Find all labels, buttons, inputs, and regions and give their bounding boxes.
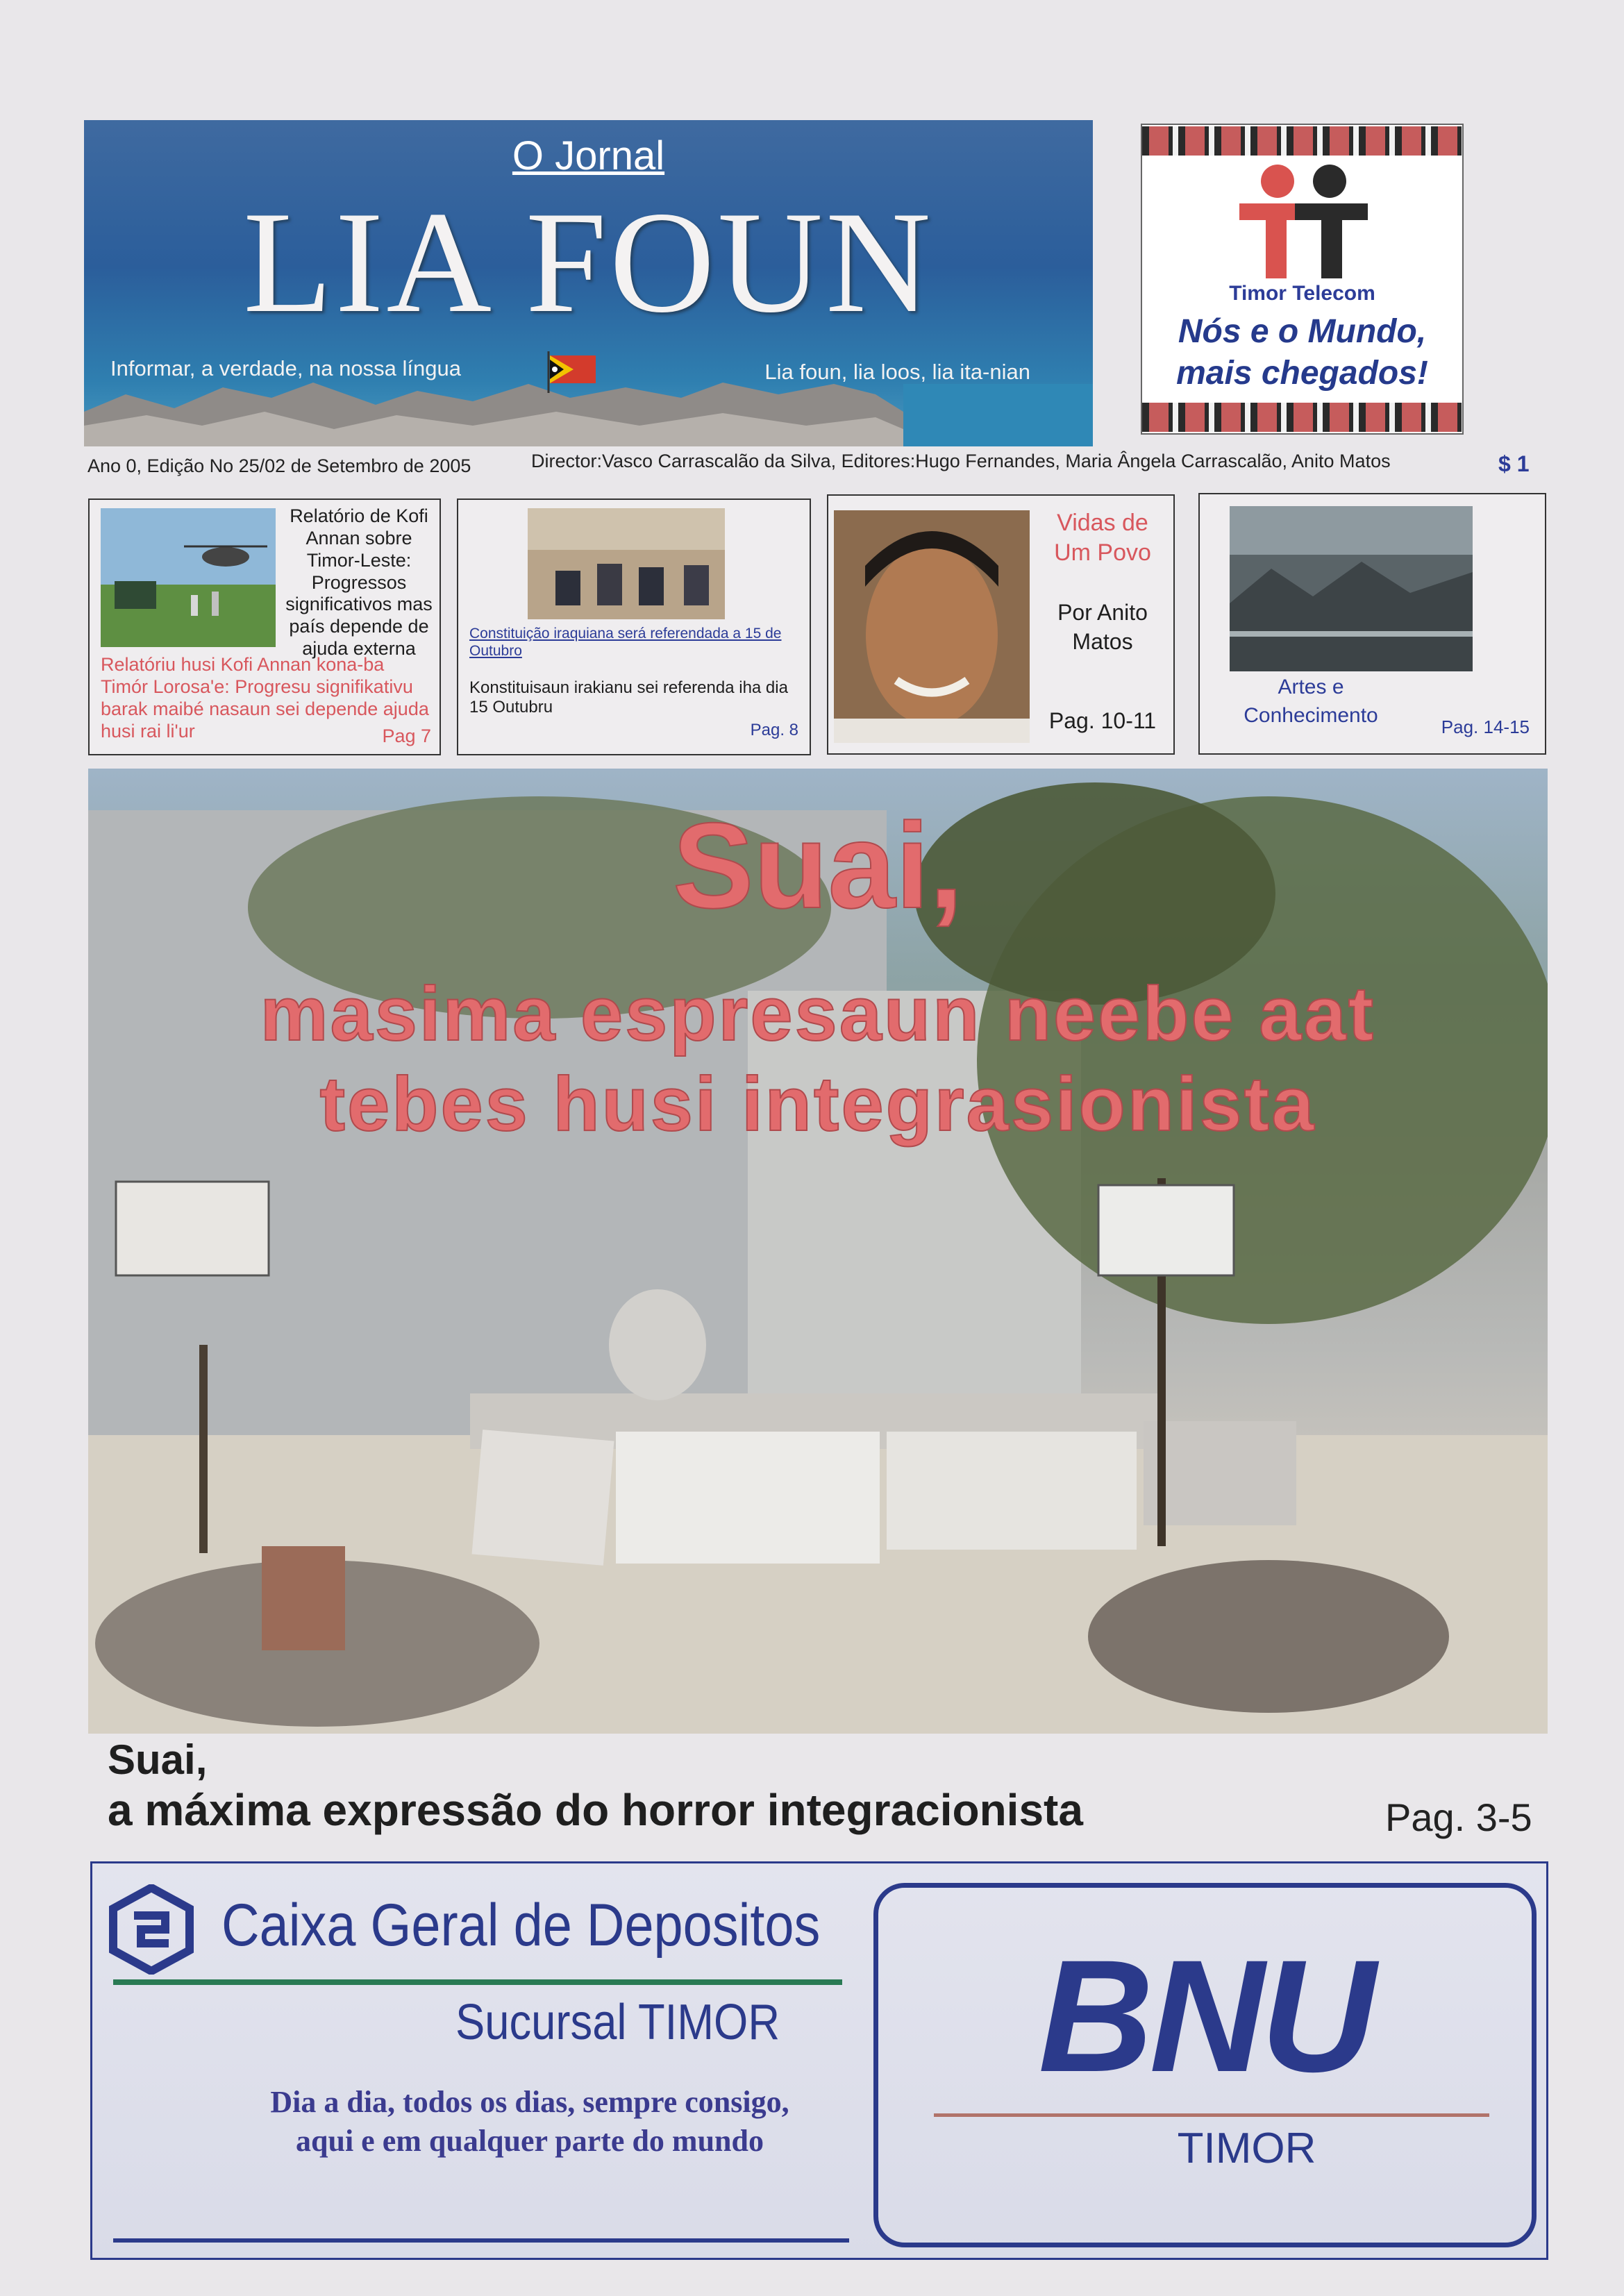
cgd-slogan-line1: Dia a dia, todos os dias, sempre consigo, — [270, 2085, 789, 2119]
teaser-vidas-title: Vidas de Um Povo — [1054, 510, 1151, 566]
teaser-artes-conhecimento[interactable] — [1198, 493, 1546, 755]
telecom-slogan-line2: mais chegados! — [1176, 355, 1428, 392]
caption-page: Pag. 3-5 — [1385, 1795, 1532, 1839]
timor-telecom-logo-icon — [1212, 163, 1392, 281]
cgd-slogan-line2: aqui e em qualquer parte do mundo — [296, 2124, 764, 2158]
timor-flag-icon — [546, 351, 601, 393]
teaser-iraq-subtitle: Konstituisaun irakianu sei referenda iha dia 15 Outubru — [469, 678, 788, 717]
masthead-tagline-right: Lia foun, lia loos, lia ita-nian — [764, 360, 1030, 384]
teaser-vidas-de-um-povo[interactable] — [827, 494, 1175, 755]
ad-border-top — [1142, 126, 1462, 156]
caption-line1: Suai, — [108, 1736, 208, 1783]
main-headline-line1: Suai, — [672, 798, 964, 934]
bnu-divider — [934, 2113, 1489, 2117]
main-story-photo — [88, 769, 1548, 1734]
teaser-artes-page: Pag. 14-15 — [1441, 717, 1530, 737]
teaser-vidas-byline: Por Anito Matos — [1057, 600, 1148, 654]
bnu-frame — [873, 1883, 1537, 2247]
telecom-slogan-line1: Nós e o Mundo, — [1178, 313, 1427, 350]
teaser-iraq-page: Pag. 8 — [750, 721, 798, 739]
masthead-title: LIA FOUN — [243, 182, 934, 343]
caption-line2: a máxima expressão do horror integracionista — [108, 1785, 1083, 1835]
teaser-kofi-title: Relatório de Kofi Annan sobre Timor-Leste: Progressos significativos mas país depende de ajuda externa — [285, 505, 433, 660]
bnu-region: TIMOR — [1177, 2125, 1316, 2172]
ad-border-bottom — [1142, 403, 1462, 432]
cgd-name: Caixa Geral de Depositos — [221, 1892, 821, 1959]
masthead-tagline-left: Informar, a verdade, na nossa língua — [110, 356, 461, 380]
edition-info: Ano 0, Edição No 25/02 de Setembro de 2005 — [87, 455, 471, 476]
timor-telecom-ad[interactable] — [1141, 124, 1464, 435]
bnu-name: BNU — [1038, 1927, 1372, 2105]
helicopter-photo — [101, 508, 276, 647]
teaser-vidas-page: Pag. 10-11 — [1048, 708, 1157, 733]
masthead-pre-title: O Jornal — [512, 133, 665, 178]
price: $ 1 — [1498, 451, 1530, 476]
teaser-kofi-annan[interactable] — [88, 498, 441, 755]
teaser-iraq-constitution[interactable] — [457, 498, 811, 755]
cgd-logo-icon — [106, 1884, 196, 1975]
main-headline-line2: masima espresaun neebe aat — [260, 971, 1376, 1057]
staff-info: Director:Vasco Carrascalão da Silva, Editores:Hugo Fernandes, Maria Ângela Carrascalão, Anito Matos — [531, 451, 1391, 471]
teaser-kofi-page: Pag 7 — [382, 726, 431, 746]
main-headline-line3: tebes husi integrasionista — [319, 1062, 1316, 1147]
cgd-bottom-rule — [113, 2238, 849, 2243]
artwork-photo — [1230, 506, 1473, 671]
telecom-brand: Timor Telecom — [1229, 282, 1375, 305]
teaser-artes-title: Artes e Conhecimento — [1244, 676, 1378, 727]
portrait-photo — [834, 510, 1030, 743]
meeting-photo — [528, 508, 725, 619]
teaser-iraq-title[interactable]: Constituição iraquiana será referendada a 15 de Outubro — [469, 626, 782, 660]
cgd-branch: Sucursal TIMOR — [455, 1995, 780, 2050]
masthead — [84, 120, 1093, 446]
bank-ad[interactable] — [90, 1861, 1548, 2260]
cgd-divider — [113, 1979, 842, 1985]
teaser-kofi-subtitle: Relatóriu husi Kofi Annan kona-ba Timór Lorosa'e: Progresu signifikativu barak maibé nasaun sei depende ajuda husi rai li'ur — [101, 654, 429, 741]
